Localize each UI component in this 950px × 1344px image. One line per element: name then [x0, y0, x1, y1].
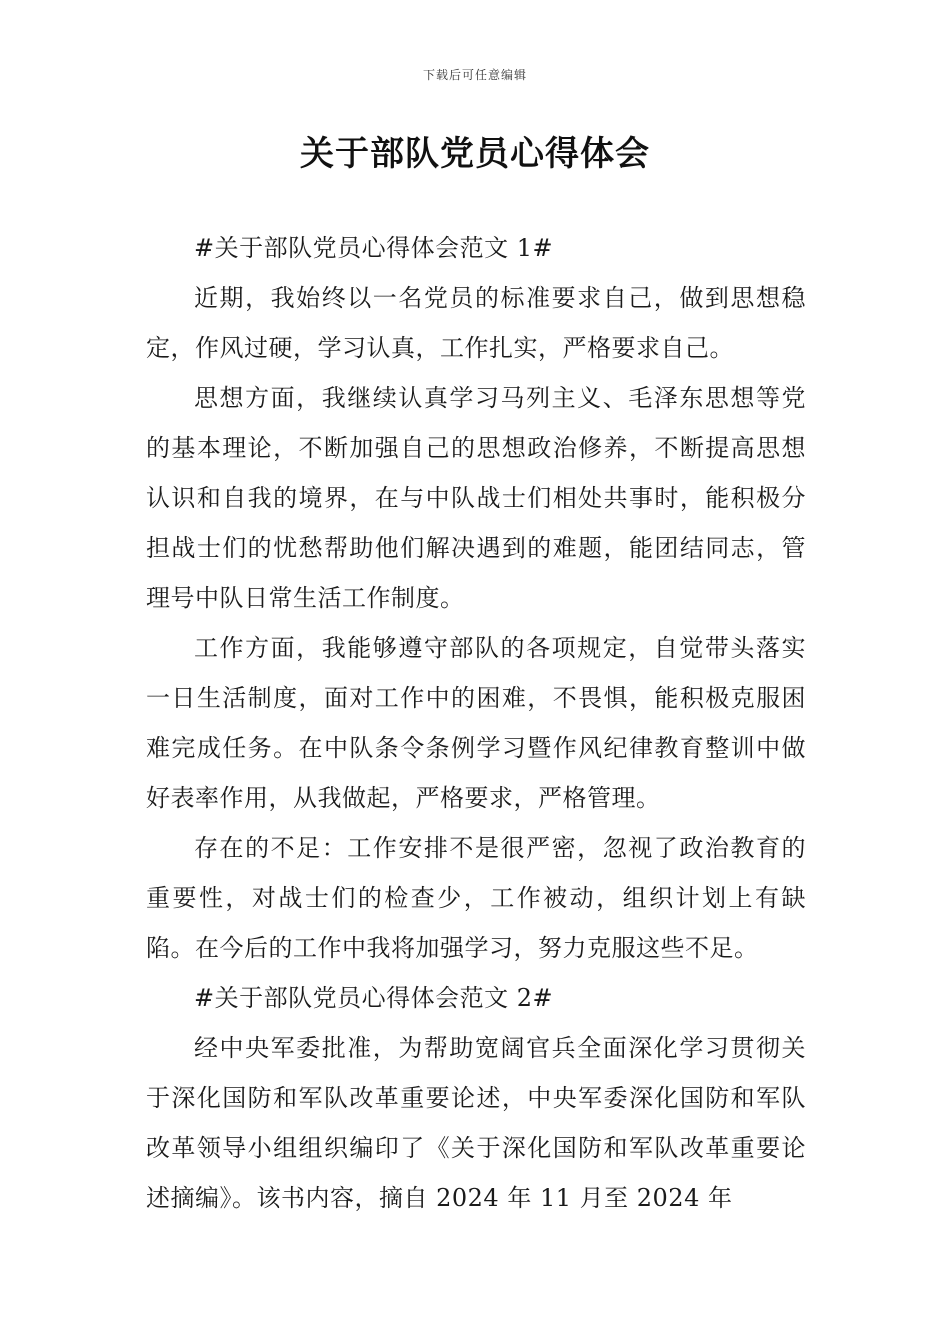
section-heading-2: #关于部队党员心得体会范文 2#: [194, 984, 554, 1012]
body-paragraph: 存在的不足：工作安排不是很严密，忽视了政治教育的重要性，对战士们的检查少，工作被动，组织计划上有缺陷。在今后的工作中我将加强学习，努力克服这些不足。: [146, 834, 806, 962]
body-paragraph: 经中央军委批准，为帮助宽阔官兵全面深化学习贯彻关于深化国防和军队改革重要论述，中央军委深化国防和军队改革领导小组组织编印了《关于深化国防和军队改革重要论述摘编》。该书内容，摘自 2024 年 11 月至 2024 年: [146, 1034, 806, 1212]
header-note: 下载后可任意编辑: [422, 68, 527, 82]
body-paragraph: 思想方面，我继续认真学习马列主义、毛泽东思想等党的基本理论，不断加强自己的思想政治修养，不断提高思想认识和自我的境界，在与中队战士们相处共事时，能积极分担战士们的忧愁帮助他们解决遇到的难题，能团结同志，管理号中队日常生活工作制度。: [146, 384, 806, 612]
body-paragraph: 工作方面，我能够遵守部队的各项规定，自觉带头落实一日生活制度，面对工作中的困难，不畏惧，能积极克服困难完成任务。在中队条令条例学习暨作风纪律教育整训中做好表率作用，从我做起，严格要求，严格管理。: [146, 634, 806, 812]
body-paragraph: 近期，我始终以一名党员的标准要求自己，做到思想稳定，作风过硬，学习认真，工作扎实，严格要求自己。: [146, 284, 806, 362]
document-title: 关于部队党员心得体会: [300, 134, 650, 174]
document-body: [146, 223, 806, 1223]
section-heading-1: #关于部队党员心得体会范文 1#: [194, 234, 554, 262]
